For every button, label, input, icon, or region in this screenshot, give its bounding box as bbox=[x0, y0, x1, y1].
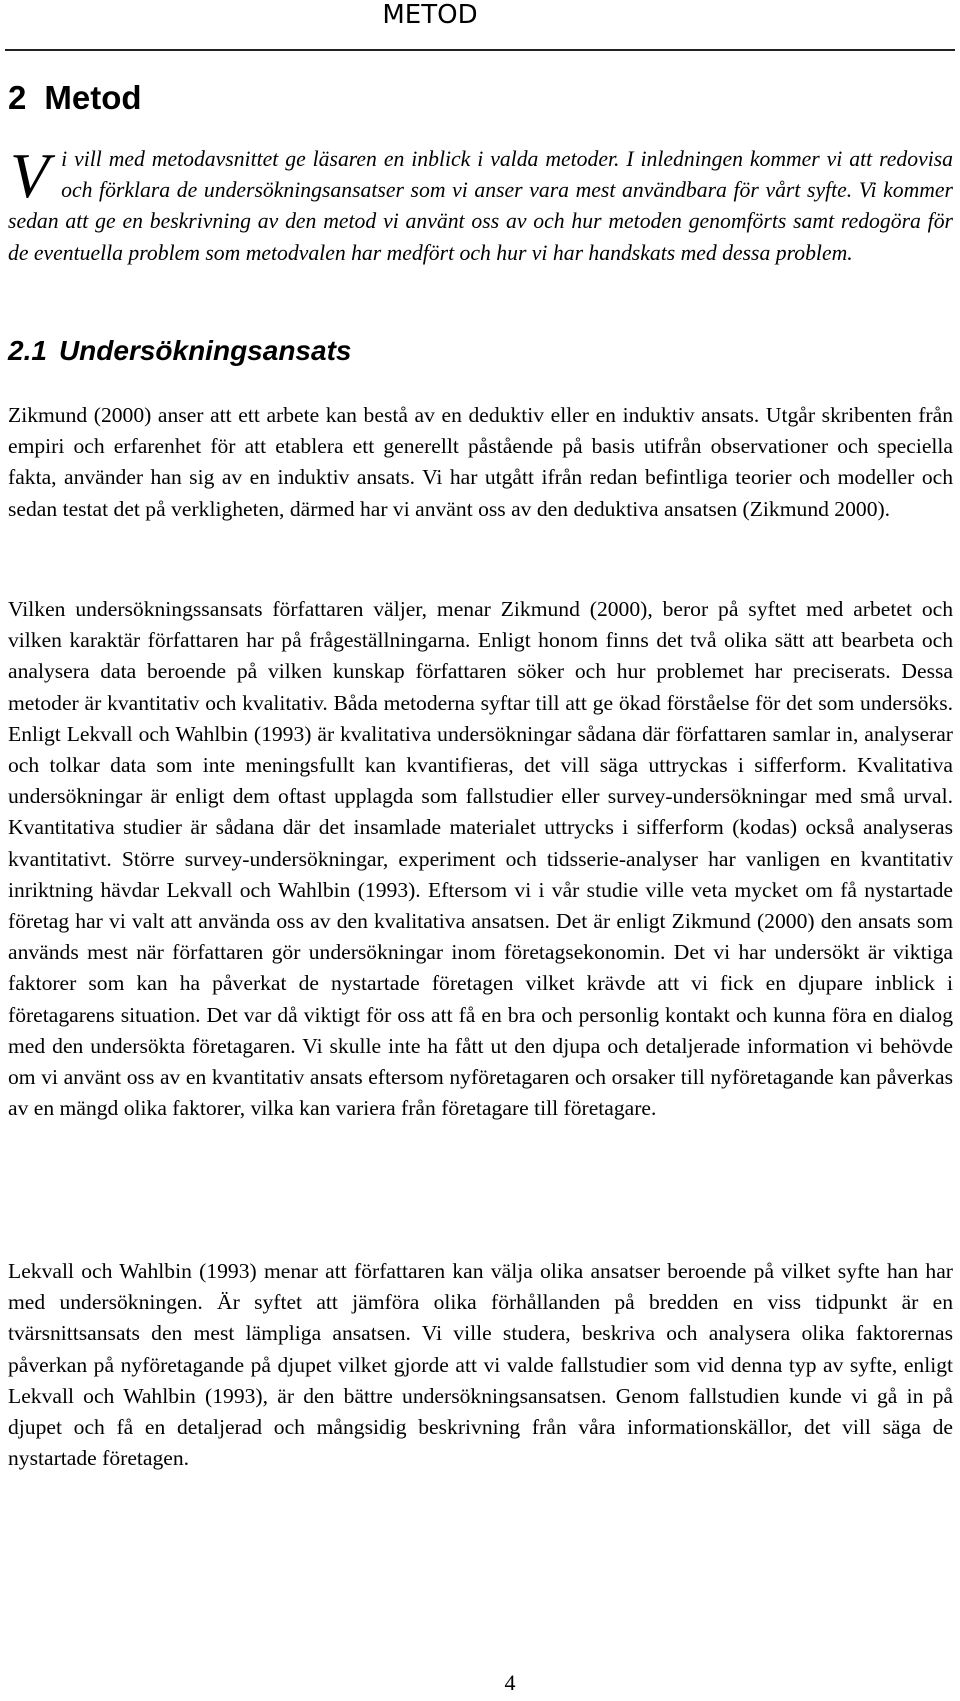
section-heading bbox=[8, 334, 351, 368]
body-paragraph-2: Vilken undersökningssansats författaren väljer, menar Zikmund (2000), beror på syftet med arbetet och vilken karaktär författaren har på frågeställningarna. Enligt honom finns det två olika sätt att bearbeta och analysera data beroende på vilken kunskap författaren söker och hur problemet har preciserats. Dessa metoder är kvantitativ och kvalitativ. Båda metoderna syftar till att ge ökad förståelse för det som undersöks. Enligt Lekvall och Wahlbin (1993) är kvalitativa undersökningar sådana där författaren samlar in, analyserar och tolkar data som inte meningsfullt kan kvantifieras, det vill säga uttryckas i sifferform. Kvalitativa undersökningar är enligt dem oftast upplagda som fallstudier eller survey-undersökningar med små urval. Kvantitativa studier är sådana där det insamlade materialet uttrycks i sifferform (kodas) också analyseras kvantitativt. Större survey-undersökningar, experiment och tidsserie-analyser har vanligen en kvantitativ inriktning hävdar Lekvall och Wahlbin (1993). Eftersom vi i vår studie ville veta mycket om få nystartade företag har vi valt att använda oss av den kvalitativa ansatsen. Det är enligt Zikmund (2000) den ansats som används mest när författaren gör undersökningar inom företagsekonomin. Det vi har undersökt är viktiga faktorer som kan ha påverkat de nystartade företagen vilket krävde att vi fick en djupare inblick i företagarens situation. Det var då viktigt för oss att få en bra och personlig kontakt och kunna föra en dialog med den undersökta företagaren. Vi skulle inte ha fått ut den djupa och detaljerade information vi behövde om vi använt oss av en kvantitativ ansats eftersom nyföretagaren och orsaker till nyföretagande kan påverkas av en mängd olika faktorer, vilka kan variera från företagare till företagare. bbox=[8, 597, 953, 1121]
section-title: Undersökningsansats bbox=[58, 335, 352, 366]
chapter-intro bbox=[8, 140, 953, 269]
body-paragraph-1: Zikmund (2000) anser att ett arbete kan bestå av en deduktiv eller en induktiv ansats. Utgår skribenten från empiri och erfarenhet för att etablera ett generellt påstående på basis utifrån observationer och speciella fakta, använder han sig av en induktiv ansats. Vi har utgått ifrån redan befintliga teorier och modeller och sedan testat det på verkligheten, därmed har vi använt oss av den deduktiva ansatsen (Zikmund 2000). bbox=[8, 403, 953, 521]
section-number: 2.1 bbox=[8, 335, 47, 366]
chapter-title: Metod bbox=[44, 79, 142, 116]
running-header bbox=[0, 0, 960, 50]
drop-cap: V bbox=[10, 140, 50, 211]
page-number: 4 bbox=[504, 1670, 516, 1695]
chapter-heading bbox=[8, 78, 142, 118]
chapter-number: 2 bbox=[8, 79, 27, 116]
running-header-title: METOD bbox=[382, 0, 478, 30]
intro-text: i vill med metodavsnittet ge läsaren en inblick i valda metoder. I inledningen kommer vi att redovisa och förklara de undersökningsansatser som vi anser vara mest användbara för vårt syfte. Vi kommer sedan att ge en beskrivning av den metod vi använt oss av och hur metoden genomförts samt redogöra för de eventuella problem som metodvalen har medfört och hur vi har handskats med dessa problem. bbox=[8, 147, 953, 265]
body-paragraph-3: Lekvall och Wahlbin (1993) menar att författaren kan välja olika ansatser beroende på vilket syfte han har med undersökningen. Är syftet att jämföra olika förhållanden på bredden en viss tidpunkt är en tvärsnittsansats den mest lämpliga ansatsen. Vi ville studera, beskriva och analysera olika faktorernas påverkan på nyföretagande på djupet vilket gjorde att vi valde fallstudier som vid denna typ av syfte, enligt Lekvall och Wahlbin (1993), är den bättre undersökningsansatsen. Genom fallstudien kunde vi gå in på djupet och få en detaljerad och mångsidig beskrivning från våra informationskällor, det vill säga de nystartade företagen. bbox=[8, 1259, 953, 1471]
header-rule bbox=[5, 49, 955, 51]
